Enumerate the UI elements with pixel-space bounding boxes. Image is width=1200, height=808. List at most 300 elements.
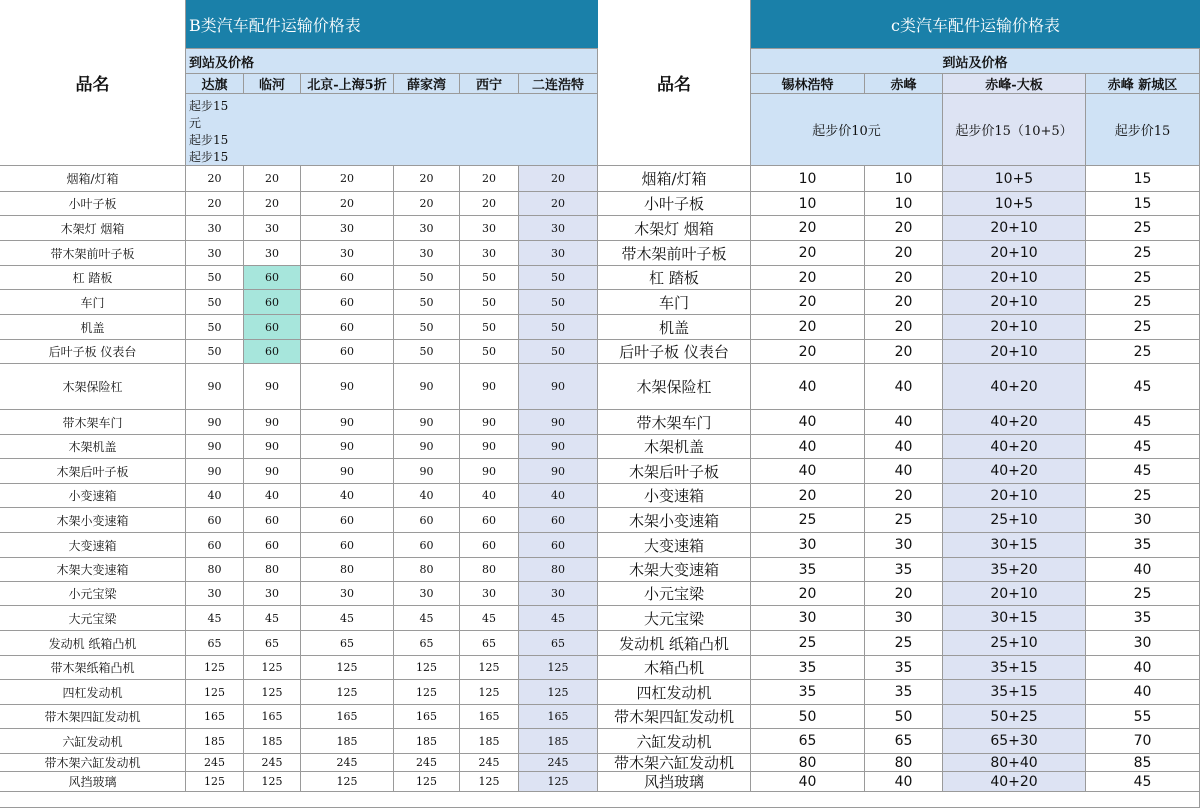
b-price-cell: 50 [186,266,244,290]
c-start-price: 起步价10元 [751,94,943,166]
b-price-cell: 60 [186,533,244,558]
b-row-name: 小变速箱 [0,484,186,508]
c-price-cell: 20+10 [943,340,1086,364]
b-price-cell: 125 [460,680,519,705]
b-row-name: 车门 [0,290,186,315]
b-start-note: 元 [189,116,202,130]
b-price-cell: 60 [301,508,394,533]
c-price-cell: 25 [1086,315,1200,340]
b-price-cell: 65 [519,631,598,656]
c-row-name: 大元宝梁 [598,606,751,631]
c-price-cell: 50 [751,705,865,729]
b-price-cell: 125 [186,680,244,705]
b-start-notes [186,94,598,166]
b-column-header: 北京-上海5折 [301,74,394,94]
b-price-cell: 125 [519,680,598,705]
b-column-header: 二连浩特 [519,74,598,94]
empty-row [0,792,1200,808]
b-price-cell: 20 [186,192,244,216]
c-price-cell: 20+10 [943,216,1086,241]
c-price-cell: 15 [1086,192,1200,216]
c-price-cell: 35 [1086,533,1200,558]
c-price-cell: 20 [751,241,865,266]
b-price-cell: 30 [244,241,301,266]
c-price-cell: 20 [865,241,943,266]
b-column-header: 西宁 [460,74,519,94]
c-row-name: 六缸发动机 [598,729,751,754]
b-price-cell: 50 [519,315,598,340]
c-price-cell: 45 [1086,410,1200,435]
c-price-cell: 35 [1086,606,1200,631]
c-price-cell: 40 [751,459,865,484]
b-price-cell: 45 [186,606,244,631]
c-price-cell: 30 [1086,631,1200,656]
c-price-cell: 40 [865,435,943,459]
c-price-cell: 20+10 [943,241,1086,266]
b-price-cell: 60 [394,533,460,558]
c-price-cell: 45 [1086,435,1200,459]
c-price-cell: 25 [1086,266,1200,290]
c-price-cell: 10+5 [943,192,1086,216]
b-price-cell: 125 [186,772,244,792]
c-price-cell: 35 [751,680,865,705]
b-price-cell: 50 [394,315,460,340]
b-price-cell: 50 [460,315,519,340]
c-row-name: 风挡玻璃 [598,772,751,792]
b-price-cell: 125 [394,680,460,705]
b-price-cell: 90 [394,459,460,484]
b-row-name: 大元宝梁 [0,606,186,631]
c-column-header: 赤峰 [865,74,943,94]
b-price-cell: 90 [186,459,244,484]
c-row-name: 木架后叶子板 [598,459,751,484]
c-price-cell: 20 [865,216,943,241]
b-price-cell: 90 [244,435,301,459]
b-price-cell: 165 [301,705,394,729]
c-price-cell: 40+20 [943,410,1086,435]
c-price-cell: 40 [865,364,943,410]
b-price-cell: 30 [394,216,460,241]
b-price-cell: 80 [394,558,460,582]
b-price-cell: 125 [186,656,244,680]
c-price-cell: 15 [1086,166,1200,192]
b-price-cell: 125 [244,656,301,680]
c-column-header: 赤峰 新城区 [1086,74,1200,94]
b-price-cell: 60 [244,533,301,558]
b-row-name: 烟箱/灯箱 [0,166,186,192]
c-price-cell: 20 [751,340,865,364]
b-price-cell: 65 [301,631,394,656]
c-price-cell: 20+10 [943,266,1086,290]
b-price-cell: 60 [460,533,519,558]
b-table-title: B类汽车配件运输价格表 [186,0,598,49]
b-price-cell: 30 [460,241,519,266]
b-column-header: 薛家湾 [394,74,460,94]
b-price-cell: 60 [460,508,519,533]
b-price-cell: 30 [186,216,244,241]
c-start-price: 起步价15（10+5） [943,94,1086,166]
c-price-cell: 40 [751,364,865,410]
b-price-cell: 90 [460,459,519,484]
c-column-header: 赤峰-大板 [943,74,1086,94]
b-price-cell: 65 [460,631,519,656]
c-price-cell: 10 [865,166,943,192]
b-price-cell: 50 [460,340,519,364]
b-price-cell: 30 [301,582,394,606]
b-price-cell: 185 [394,729,460,754]
c-price-cell: 30+15 [943,533,1086,558]
c-price-cell: 35 [865,656,943,680]
b-price-cell: 20 [244,192,301,216]
b-price-cell: 30 [394,582,460,606]
b-row-name: 木架后叶子板 [0,459,186,484]
c-row-name: 木箱凸机 [598,656,751,680]
b-price-cell: 90 [519,459,598,484]
c-price-cell: 25 [865,631,943,656]
c-price-cell: 35+15 [943,656,1086,680]
c-price-cell: 25 [1086,241,1200,266]
c-price-cell: 40 [865,459,943,484]
c-price-cell: 40 [751,435,865,459]
b-price-cell: 125 [244,680,301,705]
b-price-cell: 30 [301,216,394,241]
b-price-cell: 20 [301,192,394,216]
b-column-header: 达旗 [186,74,244,94]
c-price-cell: 55 [1086,705,1200,729]
b-price-cell: 245 [519,754,598,772]
b-price-cell: 40 [460,484,519,508]
c-price-cell: 30+15 [943,606,1086,631]
b-row-name: 四杠发动机 [0,680,186,705]
c-price-cell: 10 [865,192,943,216]
c-price-cell: 20+10 [943,290,1086,315]
c-price-cell: 20 [865,582,943,606]
b-price-cell: 60 [301,266,394,290]
b-price-cell: 20 [301,166,394,192]
b-price-cell: 80 [186,558,244,582]
b-price-cell: 65 [394,631,460,656]
c-price-cell: 45 [1086,364,1200,410]
b-row-name: 六缸发动机 [0,729,186,754]
c-price-cell: 25 [751,631,865,656]
c-price-cell: 20+10 [943,484,1086,508]
b-price-cell: 30 [394,241,460,266]
c-row-name: 后叶子板 仪表台 [598,340,751,364]
b-price-cell: 50 [394,340,460,364]
b-price-cell: 185 [244,729,301,754]
b-price-cell: 20 [460,166,519,192]
c-price-cell: 65 [865,729,943,754]
c-price-cell: 20 [751,290,865,315]
b-price-cell: 45 [301,606,394,631]
c-price-cell: 25 [1086,484,1200,508]
b-price-cell: 90 [301,435,394,459]
b-row-name: 木架机盖 [0,435,186,459]
b-price-cell: 45 [460,606,519,631]
b-row-name: 木架灯 烟箱 [0,216,186,241]
c-price-cell: 20 [865,315,943,340]
b-price-cell: 40 [301,484,394,508]
c-product-header: 品名 [598,0,751,166]
b-row-name: 机盖 [0,315,186,340]
b-price-cell: 125 [301,772,394,792]
b-price-cell: 50 [519,290,598,315]
c-row-name: 四杠发动机 [598,680,751,705]
b-price-cell: 90 [519,364,598,410]
c-row-name: 带木架四缸发动机 [598,705,751,729]
b-price-cell: 20 [519,192,598,216]
b-price-cell: 125 [394,772,460,792]
b-price-cell: 245 [244,754,301,772]
b-row-name: 小叶子板 [0,192,186,216]
c-price-cell: 25 [1086,340,1200,364]
c-price-cell: 20+10 [943,582,1086,606]
b-price-cell: 60 [301,340,394,364]
b-price-cell: 165 [186,705,244,729]
b-price-cell: 20 [394,166,460,192]
b-price-cell: 90 [186,364,244,410]
c-row-name: 大变速箱 [598,533,751,558]
b-price-cell: 60 [186,508,244,533]
c-price-cell: 85 [1086,754,1200,772]
c-row-name: 木架大变速箱 [598,558,751,582]
c-price-cell: 10 [751,192,865,216]
c-price-cell: 70 [1086,729,1200,754]
c-price-cell: 50 [865,705,943,729]
b-price-cell: 125 [519,772,598,792]
b-row-name: 发动机 纸箱凸机 [0,631,186,656]
b-price-cell: 185 [460,729,519,754]
b-price-cell: 60 [244,290,301,315]
b-price-cell: 90 [460,410,519,435]
b-price-cell: 185 [301,729,394,754]
c-row-name: 发动机 纸箱凸机 [598,631,751,656]
b-price-cell: 60 [244,340,301,364]
c-price-cell: 40+20 [943,364,1086,410]
b-price-cell: 30 [460,582,519,606]
b-row-name: 带木架车门 [0,410,186,435]
c-row-name: 机盖 [598,315,751,340]
b-price-cell: 245 [394,754,460,772]
b-price-cell: 60 [394,508,460,533]
c-price-cell: 40 [865,772,943,792]
b-price-cell: 60 [519,508,598,533]
c-price-cell: 65+30 [943,729,1086,754]
b-price-cell: 245 [186,754,244,772]
b-price-cell: 30 [244,582,301,606]
c-price-cell: 25 [751,508,865,533]
b-price-cell: 125 [394,656,460,680]
b-price-cell: 40 [244,484,301,508]
c-price-cell: 10 [751,166,865,192]
c-price-cell: 40 [751,410,865,435]
c-price-cell: 35 [751,656,865,680]
c-price-cell: 40+20 [943,459,1086,484]
c-price-cell: 20 [865,266,943,290]
c-price-cell: 25+10 [943,631,1086,656]
c-price-cell: 80 [865,754,943,772]
c-price-cell: 30 [751,606,865,631]
b-price-cell: 45 [244,606,301,631]
b-price-cell: 165 [394,705,460,729]
c-price-cell: 25 [1086,582,1200,606]
b-price-cell: 50 [394,266,460,290]
b-price-cell: 60 [301,315,394,340]
b-price-cell: 90 [244,459,301,484]
c-price-cell: 50+25 [943,705,1086,729]
c-price-cell: 35 [751,558,865,582]
b-row-name: 大变速箱 [0,533,186,558]
b-price-cell: 30 [244,216,301,241]
b-row-name: 木架小变速箱 [0,508,186,533]
c-price-cell: 35+20 [943,558,1086,582]
b-price-cell: 20 [244,166,301,192]
c-price-cell: 10+5 [943,166,1086,192]
b-row-name: 带木架四缸发动机 [0,705,186,729]
c-price-cell: 40+20 [943,772,1086,792]
b-price-cell: 50 [394,290,460,315]
b-price-cell: 30 [519,582,598,606]
b-price-cell: 90 [301,459,394,484]
c-row-name: 烟箱/灯箱 [598,166,751,192]
c-price-cell: 20 [865,340,943,364]
b-price-cell: 20 [519,166,598,192]
c-price-cell: 80+40 [943,754,1086,772]
c-price-cell: 30 [1086,508,1200,533]
c-price-cell: 40 [1086,680,1200,705]
b-price-cell: 45 [394,606,460,631]
b-price-cell: 40 [186,484,244,508]
b-row-name: 带木架前叶子板 [0,241,186,266]
c-price-cell: 25 [1086,216,1200,241]
c-row-name: 木架机盖 [598,435,751,459]
b-price-cell: 165 [460,705,519,729]
b-price-cell: 50 [186,315,244,340]
b-price-cell: 50 [186,290,244,315]
b-price-cell: 185 [519,729,598,754]
c-row-name: 带木架前叶子板 [598,241,751,266]
b-price-cell: 45 [519,606,598,631]
b-price-cell: 40 [394,484,460,508]
c-row-name: 小元宝梁 [598,582,751,606]
c-row-name: 带木架车门 [598,410,751,435]
c-price-cell: 20 [751,484,865,508]
c-price-cell: 25+10 [943,508,1086,533]
c-row-name: 木架保险杠 [598,364,751,410]
b-row-name: 带木架纸箱凸机 [0,656,186,680]
b-price-cell: 30 [186,241,244,266]
c-price-cell: 65 [751,729,865,754]
c-price-cell: 20 [751,266,865,290]
b-price-cell: 60 [519,533,598,558]
b-price-cell: 20 [186,166,244,192]
c-price-cell: 30 [751,533,865,558]
c-row-name: 杠 踏板 [598,266,751,290]
c-price-cell: 40 [751,772,865,792]
b-row-name: 带木架六缸发动机 [0,754,186,772]
b-price-cell: 90 [301,410,394,435]
c-price-cell: 40 [1086,656,1200,680]
b-price-cell: 30 [460,216,519,241]
b-price-cell: 50 [519,266,598,290]
c-price-cell: 80 [751,754,865,772]
c-price-cell: 20 [751,315,865,340]
b-price-cell: 60 [301,533,394,558]
b-price-cell: 30 [519,216,598,241]
b-price-cell: 30 [301,241,394,266]
b-price-cell: 90 [460,364,519,410]
c-price-cell: 20 [751,216,865,241]
b-price-cell: 50 [186,340,244,364]
b-price-cell: 80 [519,558,598,582]
b-price-cell: 90 [394,435,460,459]
b-price-cell: 125 [460,772,519,792]
b-price-cell: 60 [244,508,301,533]
b-price-cell: 165 [519,705,598,729]
b-subheader: 到站及价格 [186,49,598,74]
b-price-cell: 90 [519,435,598,459]
b-row-name: 后叶子板 仪表台 [0,340,186,364]
b-price-cell: 90 [244,364,301,410]
c-row-name: 带木架六缸发动机 [598,754,751,772]
b-price-cell: 80 [301,558,394,582]
b-price-cell: 245 [301,754,394,772]
b-start-note: 起步15 [189,150,229,164]
b-price-cell: 125 [460,656,519,680]
b-row-name: 杠 踏板 [0,266,186,290]
b-price-cell: 50 [460,290,519,315]
c-table-title: c类汽车配件运输价格表 [751,0,1200,49]
b-price-cell: 80 [460,558,519,582]
c-price-cell: 45 [1086,772,1200,792]
c-price-cell: 30 [865,533,943,558]
c-price-cell: 25 [1086,290,1200,315]
c-column-header: 锡林浩特 [751,74,865,94]
b-column-header: 临河 [244,74,301,94]
b-price-cell: 30 [519,241,598,266]
b-price-cell: 50 [460,266,519,290]
b-price-cell: 90 [460,435,519,459]
c-row-name: 车门 [598,290,751,315]
b-price-cell: 90 [394,364,460,410]
c-price-cell: 20 [865,290,943,315]
b-price-cell: 20 [460,192,519,216]
b-price-cell: 125 [301,680,394,705]
b-price-cell: 185 [186,729,244,754]
b-price-cell: 40 [519,484,598,508]
c-price-cell: 30 [865,606,943,631]
b-price-cell: 30 [186,582,244,606]
c-price-cell: 35+15 [943,680,1086,705]
b-price-cell: 165 [244,705,301,729]
b-price-cell: 80 [244,558,301,582]
c-price-cell: 40 [1086,558,1200,582]
c-row-name: 木架小变速箱 [598,508,751,533]
b-row-name: 木架保险杠 [0,364,186,410]
b-price-cell: 125 [244,772,301,792]
b-price-cell: 90 [244,410,301,435]
b-price-cell: 65 [186,631,244,656]
c-row-name: 小变速箱 [598,484,751,508]
c-price-cell: 20 [751,582,865,606]
c-price-cell: 20+10 [943,315,1086,340]
c-price-cell: 40+20 [943,435,1086,459]
b-start-note: 起步15 [189,99,229,113]
b-price-cell: 125 [301,656,394,680]
b-price-cell: 125 [519,656,598,680]
c-price-cell: 25 [865,508,943,533]
b-price-cell: 50 [519,340,598,364]
